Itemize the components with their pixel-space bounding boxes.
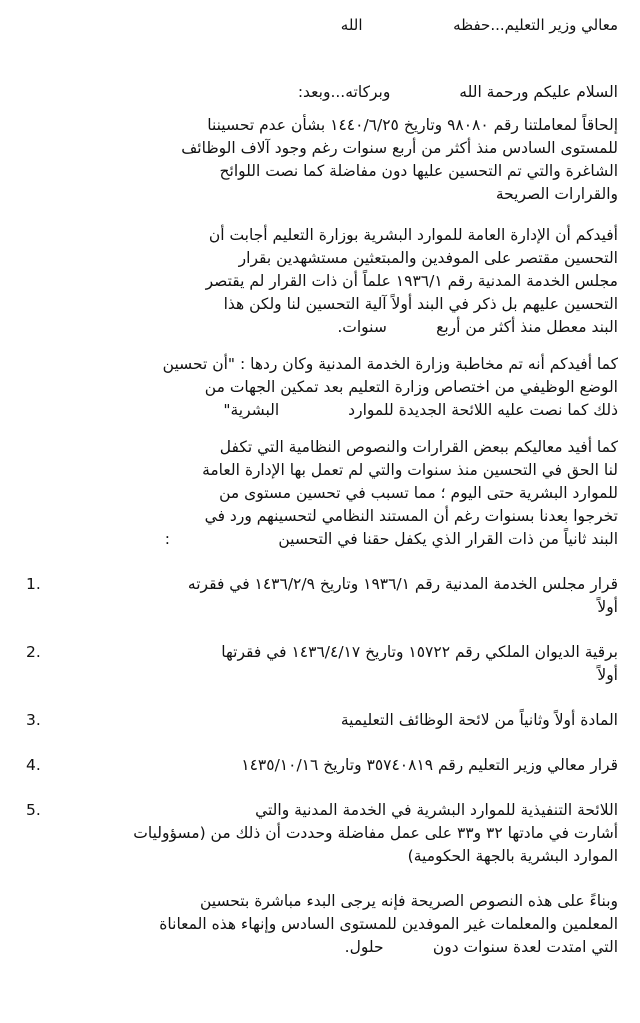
paragraph-4-line: تخرجوا بعدنا بسنوات رغم أن المستند النظامي لتحسينهم ورد في — [204, 507, 618, 525]
closing-paragraph — [26, 890, 618, 959]
list-item-line: قرار معالي وزير التعليم رقم ٣٥٧٤٠٨١٩ وتاريخ ١٤٣٥/١٠/١٦ — [241, 756, 618, 774]
paragraph-4-line: للموارد البشرية حتى اليوم ؛ مما تسبب في تحسين مستوى من — [219, 484, 618, 502]
paragraph-1-line: والقرارات الصريحة — [495, 185, 618, 203]
list-item-number: 2. — [26, 643, 41, 661]
list-item-line: أولاً — [597, 598, 618, 616]
paragraph-4-line: لنا الحق في التحسين منذ سنوات والتي لم تعمل بها الإدارة العامة — [202, 461, 618, 479]
paragraph-4-line: البند ثانياً من ذات القرار الذي يكفل حقنا في التحسين : — [164, 530, 618, 548]
list-item-number: 5. — [26, 801, 41, 819]
list-item — [26, 799, 618, 868]
paragraph-3 — [26, 353, 618, 422]
paragraph-1-line: الشاغرة والتي تم التحسين عليها دون مفاضلة كما نصت اللوائح — [219, 162, 618, 180]
paragraph-2 — [26, 224, 618, 339]
list-item-text — [54, 573, 618, 619]
list-item — [26, 641, 618, 687]
spacer — [26, 732, 618, 754]
spacer — [26, 687, 618, 709]
addressee-line: معالي وزير التعليم...حفظه الله — [340, 16, 618, 34]
list-item-line: برقية الديوان الملكي رقم ١٥٧٢٢ وتاريخ ١٤٣٦/٤/١٧ في فقرتها — [221, 643, 618, 661]
paragraph-1 — [26, 114, 618, 206]
spacer — [26, 339, 618, 353]
list-item-line: اللائحة التنفيذية للموارد البشرية في الخدمة المدنية والتي — [255, 801, 618, 819]
spacer — [26, 868, 618, 890]
list-item-line: أولاً — [597, 666, 618, 684]
paragraph-2-line: أفيدكم أن الإدارة العامة للموارد البشرية بوزارة التعليم أجابت أن — [208, 226, 618, 244]
paragraph-1-line: إلحاقاً لمعاملتنا رقم ٩٨٠٨٠ وتاريخ ١٤٤٠/٦/٢٥ بشأن عدم تحسيننا — [207, 116, 618, 134]
list-item-number: 3. — [26, 711, 41, 729]
paragraph-2-line: التحسين عليهم بل ذكر في البند أولاً آلية التحسين لنا ولكن هذا — [223, 295, 618, 313]
list-item-text — [54, 709, 618, 732]
paragraph-4-line: كما أفيد معاليكم ببعض القرارات والنصوص النظامية التي تكفل — [219, 438, 618, 456]
spacer — [26, 777, 618, 799]
list-item-line: الموارد البشرية بالجهة الحكومية) — [407, 847, 618, 865]
list-item-line: قرار مجلس الخدمة المدنية رقم ١٩٣٦/١ وتاريخ ١٤٣٦/٢/٩ في فقرته — [187, 575, 618, 593]
spacer — [26, 37, 618, 81]
list-item-number: 1. — [26, 575, 41, 593]
list-item-line: المادة أولاً وثانياً من لائحة الوظائف التعليمية — [340, 711, 618, 729]
paragraph-2-line: مجلس الخدمة المدنية رقم ١٩٣٦/١ علماً أن ذات القرار لم يقتصر — [205, 272, 618, 290]
list-item-text — [54, 641, 618, 687]
paragraph-3-line: ذلك كما نصت عليه اللائحة الجديدة للموارد البشرية" — [223, 401, 618, 419]
paragraph-2-line: البند معطل منذ أكثر من أربع سنوات. — [337, 318, 618, 336]
spacer — [26, 206, 618, 224]
spacer — [26, 104, 618, 114]
list-item — [26, 754, 618, 777]
greeting-line: السلام عليكم ورحمة الله وبركاته...وبعد: — [297, 83, 618, 101]
list-item-text — [54, 799, 618, 868]
list-item — [26, 573, 618, 619]
list-item — [26, 709, 618, 732]
list-item-text — [54, 754, 618, 777]
paragraph-3-line: الوضع الوظيفي من اختصاص وزارة التعليم بعد تمكين الجهات من — [204, 378, 618, 396]
spacer — [26, 422, 618, 436]
spacer — [26, 619, 618, 641]
spacer — [26, 551, 618, 573]
list-item-line: أشارت في مادتها ٣٢ و٣٣ على عمل مفاضلة وحددت أن ذلك من (مسؤوليات — [133, 824, 618, 842]
paragraph-1-line: للمستوى السادس منذ أكثر من أربع سنوات رغم وجود آلاف الوظائف — [181, 139, 618, 157]
closing-line: وبناءً على هذه النصوص الصريحة فإنه يرجى البدء مباشرة بتحسين — [199, 892, 618, 910]
paragraph-2-line: التحسين مقتصر على الموفدين والمبتعثين مستشهدين بقرار — [238, 249, 618, 267]
paragraph-3-line: كما أفيدكم أنه تم مخاطبة وزارة الخدمة المدنية وكان ردها : "أن تحسين — [162, 355, 618, 373]
closing-line: المعلمين والمعلمات غير الموفدين للمستوى السادس وإنهاء هذه المعاناة — [159, 915, 618, 933]
list-item-number: 4. — [26, 756, 41, 774]
closing-line: التي امتدت لعدة سنوات دون حلول. — [344, 938, 618, 956]
paragraph-4 — [26, 436, 618, 551]
